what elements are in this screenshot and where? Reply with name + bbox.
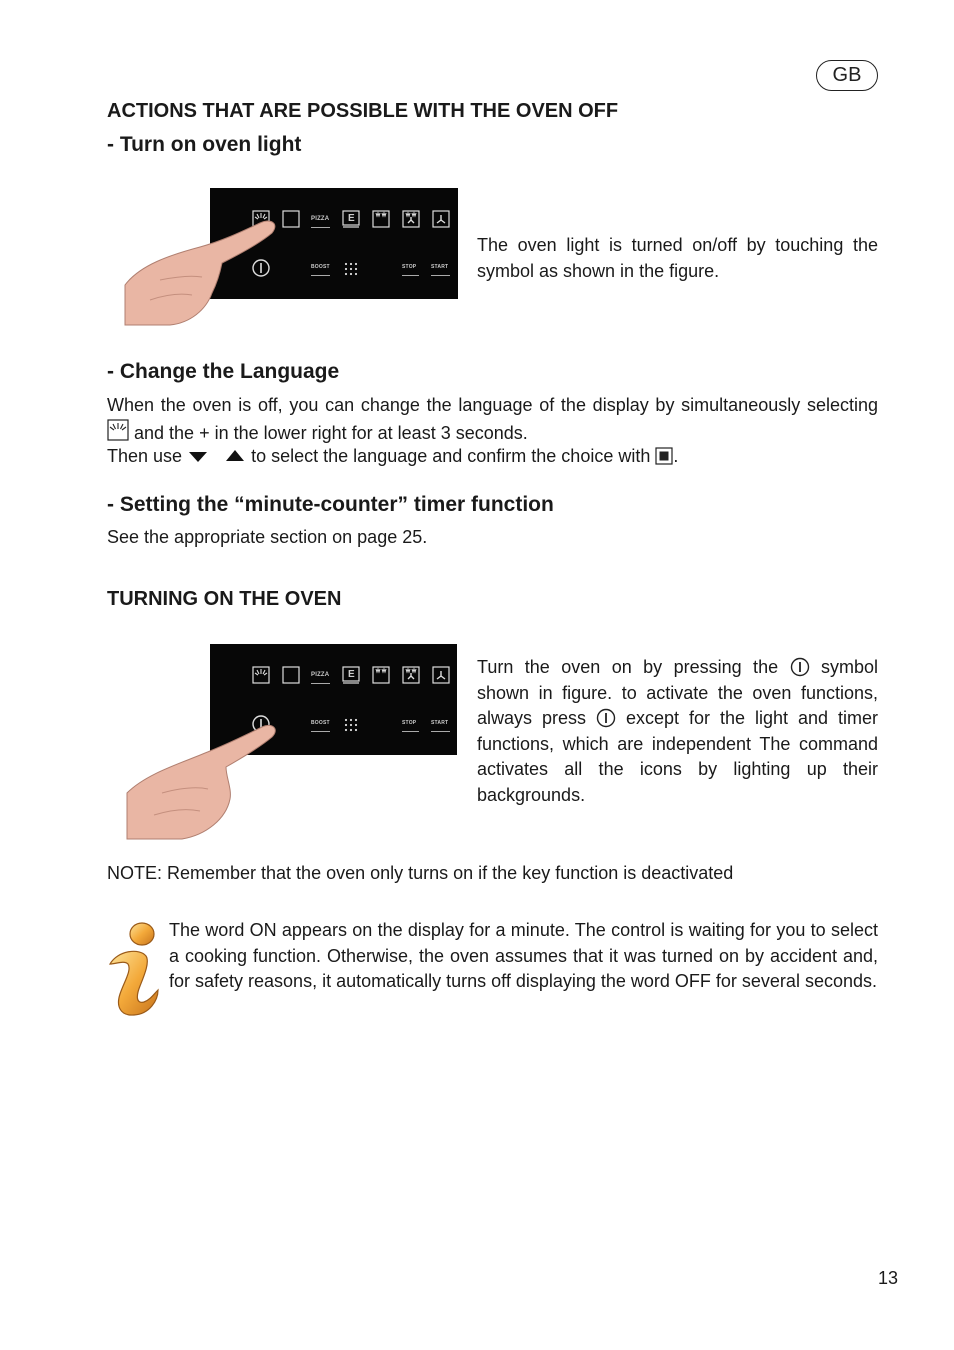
control-panel-figure-power: [122, 643, 467, 843]
start-label: START: [431, 264, 449, 270]
stop-label: STOP: [402, 720, 417, 726]
language-select-line: [107, 444, 878, 470]
e-label: E: [348, 213, 355, 224]
turning-on-text-3: to activate the oven functions, always press: [477, 682, 878, 728]
e-label: E: [348, 669, 355, 680]
info-paragraph: The word ON appears on the display for a minute. The control is waiting for you to select a cooking function. Otherwise, the oven assumes that it was turned on by accident and, for safety reasons, it automatically turns off displaying the word OFF for several seconds.: [169, 920, 878, 991]
page-number: 13: [878, 1268, 899, 1288]
pizza-label: PIZZA: [311, 672, 330, 678]
subheading-minute-counter: - Setting the “minute-counter” timer function: [107, 493, 554, 516]
note-text: NOTE: Remember that the oven only turns on if the key function is deactivated: [107, 863, 734, 883]
power-icon: [596, 708, 616, 728]
language-text-5: .: [673, 446, 679, 466]
down-arrow-icon: [187, 449, 209, 463]
confirm-square-icon: [655, 447, 673, 465]
language-text-1: When the oven is off, you can change the language of the display by simultaneously selecting: [107, 395, 878, 415]
stop-label: STOP: [402, 264, 417, 270]
turning-on-text-2: symbol shown in figure.: [477, 657, 878, 703]
oven-light-icon: [107, 419, 129, 441]
start-label: START: [431, 720, 449, 726]
turning-on-text-5: The command activates all the icons by lighting up their backgrounds.: [477, 733, 878, 805]
language-text-4: to select the language and confirm the choice with: [251, 446, 651, 466]
pointing-hand-icon: [122, 643, 467, 843]
boost-label: BOOST: [311, 264, 330, 270]
pointing-hand-icon: [120, 185, 465, 330]
turning-on-text-4: except for the light and timer functions, which are independent: [477, 708, 878, 754]
control-panel-figure-light: [120, 185, 465, 330]
change-language-paragraph: [107, 393, 878, 446]
up-arrow-icon: [224, 449, 246, 463]
subheading-change-language: - Change the Language: [107, 360, 340, 383]
turning-on-text-1: Turn the oven on by pressing the: [477, 657, 779, 677]
oven-light-description: The oven light is turned on/off by touching the symbol as shown in the figure.: [477, 235, 878, 281]
turning-on-paragraph: [477, 655, 878, 808]
language-badge: GB: [816, 60, 878, 91]
subheading-oven-light: - Turn on oven light: [107, 133, 302, 156]
language-text-3: Then use: [107, 446, 183, 466]
power-icon: [790, 657, 810, 677]
language-text-2: and the + in the lower right for at least 3 seconds.: [134, 422, 528, 443]
boost-label: BOOST: [311, 720, 330, 726]
section-heading-oven-off: ACTIONS THAT ARE POSSIBLE WITH THE OVEN OFF: [107, 100, 619, 122]
minute-counter-text: See the appropriate section on page 25.: [107, 527, 428, 547]
section-heading-turning-on: TURNING ON THE OVEN: [107, 588, 342, 610]
pizza-label: PIZZA: [311, 216, 330, 222]
info-icon: [106, 920, 162, 1018]
